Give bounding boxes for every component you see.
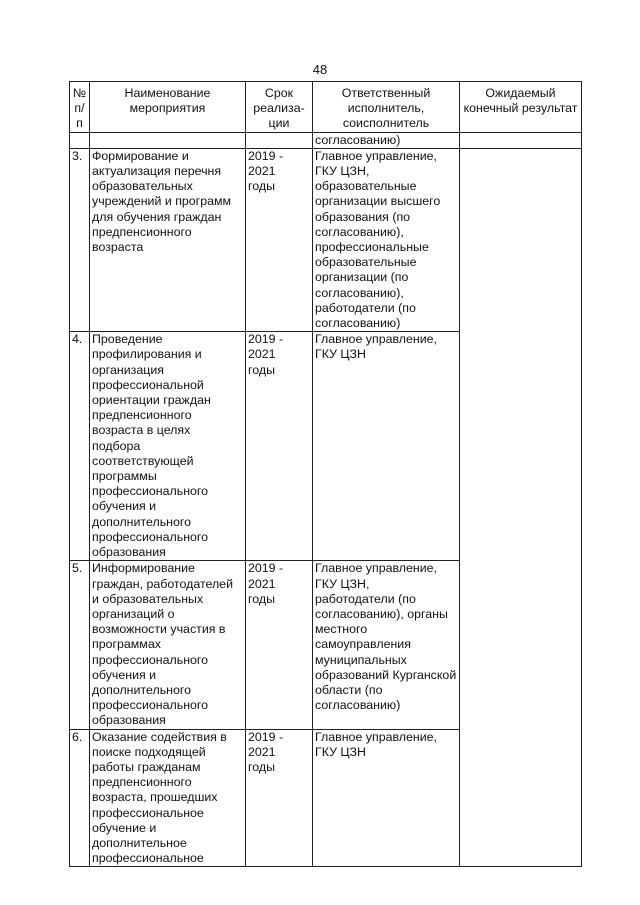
row-num: 6.: [70, 729, 90, 867]
header-responsible: Ответственный исполнитель, соисполнитель: [313, 82, 460, 133]
row-responsible: Главное управление, ГКУ ЦЗН: [313, 332, 460, 561]
row-name: Проведение профилирования и организация профессиональной ориентации граждан предпенсионного возраста в целях подбора соответствующей программы профессионального обучения и дополнительного профессионального образования: [90, 332, 246, 561]
page-number: 48: [312, 62, 328, 77]
row-responsible: Главное управление, ГКУ ЦЗН, образовательные организации высшего образования (по согласованию), профессиональные образовательные организации (по согласованию), работодатели (по согласованию): [313, 148, 460, 331]
row-num: 4.: [70, 332, 90, 561]
row-term: 2019 - 2021 годы: [246, 332, 313, 561]
header-name: Наименование мероприятия: [90, 82, 246, 133]
cont-result: [460, 132, 582, 148]
activities-table: [69, 81, 582, 867]
row-name: Оказание содействия в поиске подходящей работы гражданам предпенсионного возраста, прошедших профессиональное обучение и дополнительное профессиональное: [90, 729, 246, 867]
row-responsible: Главное управление, ГКУ ЦЗН, работодатели (по согласованию), органы местного самоуправления муниципальных образований Курганской области (по согласованию): [313, 561, 460, 729]
row-name: Формирование и актуализация перечня образовательных учреждений и программ для обучения граждан предпенсионного возраста: [90, 148, 246, 331]
row-term: 2019 - 2021 годы: [246, 148, 313, 331]
row-name: Информирование граждан, работодателей и образовательных организаций о возможности участия в программах профессионального обучения и дополнительного профессионального образования: [90, 561, 246, 729]
row-responsible: Главное управление, ГКУ ЦЗН: [313, 729, 460, 867]
header-result: Ожидаемый конечный результат: [460, 82, 582, 133]
table-row-continuation: [70, 132, 582, 148]
result-cell: [460, 148, 582, 867]
table-header-row: [70, 82, 582, 133]
header-num: № п/п: [70, 82, 90, 133]
header-term: Срок реализа- ции: [246, 82, 313, 133]
row-num: 3.: [70, 148, 90, 331]
row-num: 5.: [70, 561, 90, 729]
cont-term: [246, 132, 313, 148]
cont-name: [90, 132, 246, 148]
table-row: [70, 148, 582, 331]
cont-responsible: согласованию): [313, 132, 460, 148]
cont-num: [70, 132, 90, 148]
row-term: 2019 - 2021 годы: [246, 729, 313, 867]
row-term: 2019 - 2021 годы: [246, 561, 313, 729]
